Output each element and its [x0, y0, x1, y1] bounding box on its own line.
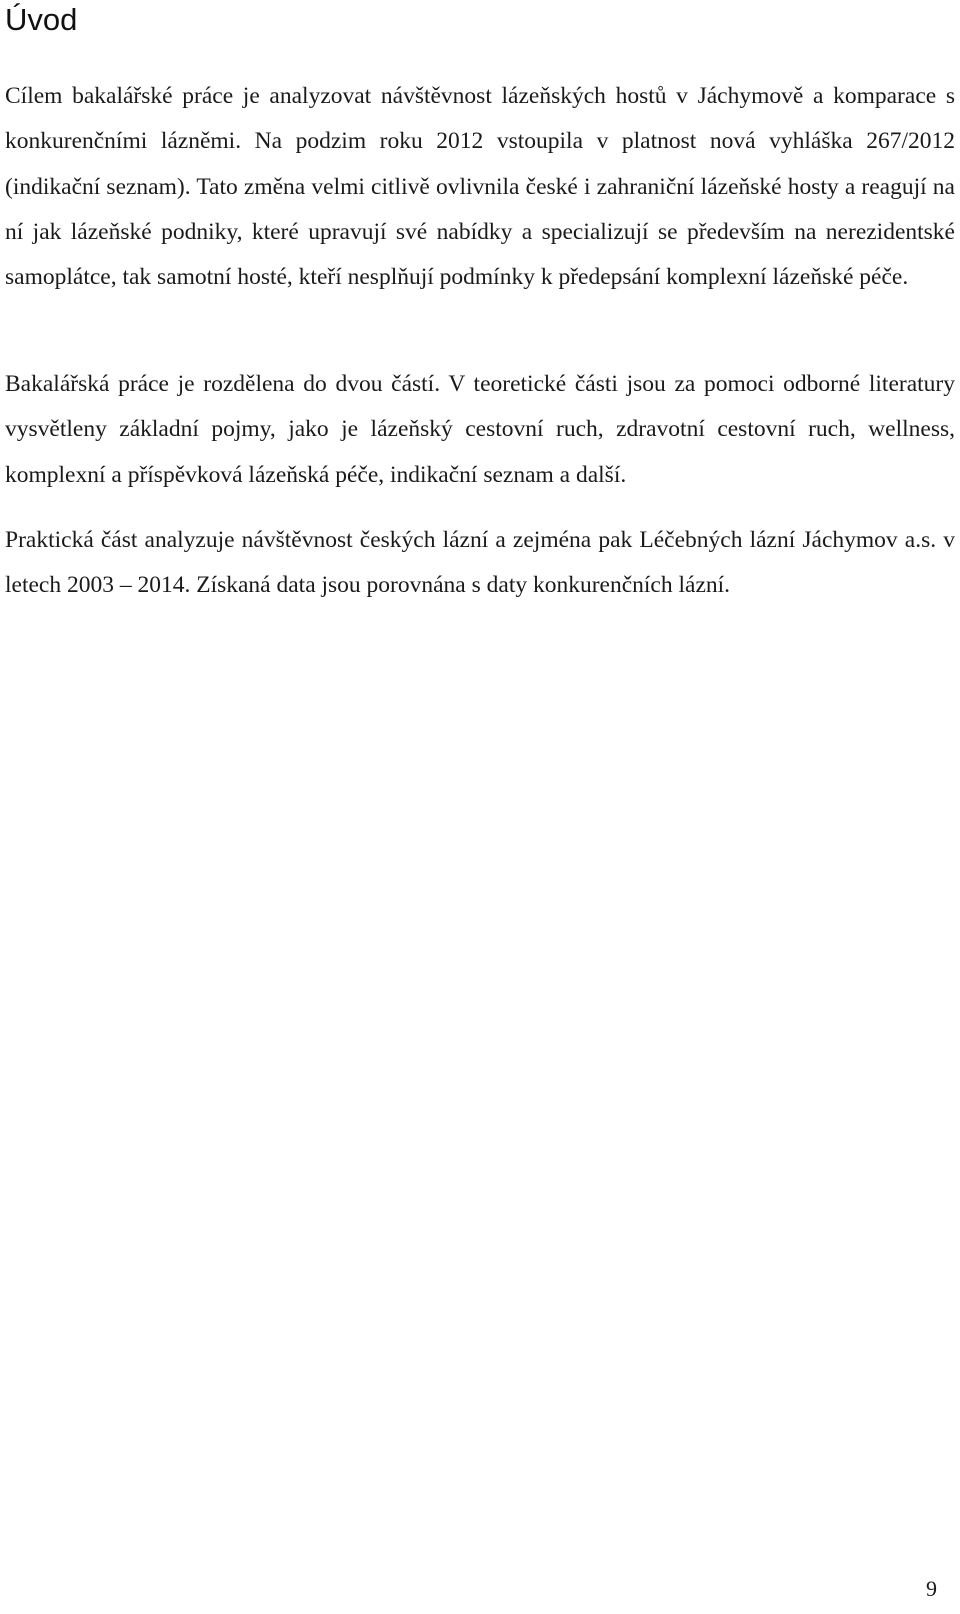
page-number: 9 — [926, 1576, 937, 1601]
section-heading: Úvod — [5, 2, 78, 37]
paragraph-intro: Cílem bakalářské práce je analyzovat návštěvnost lázeňských hostů v Jáchymově a komparace s konkurenčními lázněmi. Na podzim roku 2012 vstoupila v platnost nová vyhláška 267/2012 (indikační seznam). Tato změna velmi citlivě ovlivnila české i zahraniční lázeňské hosty a reagují na ní jak lázeňské podniky, které upravují své nabídky a specializují se především na nerezidentské samoplátce, tak samotní hosté, kteří nesplňují podmínky k předepsání komplexní lázeňské péče. — [5, 83, 955, 291]
paragraph-practical: Praktická část analyzuje návštěvnost českých lázní a zejména pak Léčebných lázní Jáchymov a.s. v letech 2003 – 2014. Získaná data jsou porovnána s daty konkurenčních lázní. — [5, 527, 955, 599]
paragraph-structure: Bakalářská práce je rozdělena do dvou částí. V teoretické části jsou za pomoci odborné literatury vysvětleny základní pojmy, jako je lázeňský cestovní ruch, zdravotní cestovní ruch, wellness, komplexní a příspěvková lázeňská péče, indikační seznam a další. — [5, 371, 955, 488]
